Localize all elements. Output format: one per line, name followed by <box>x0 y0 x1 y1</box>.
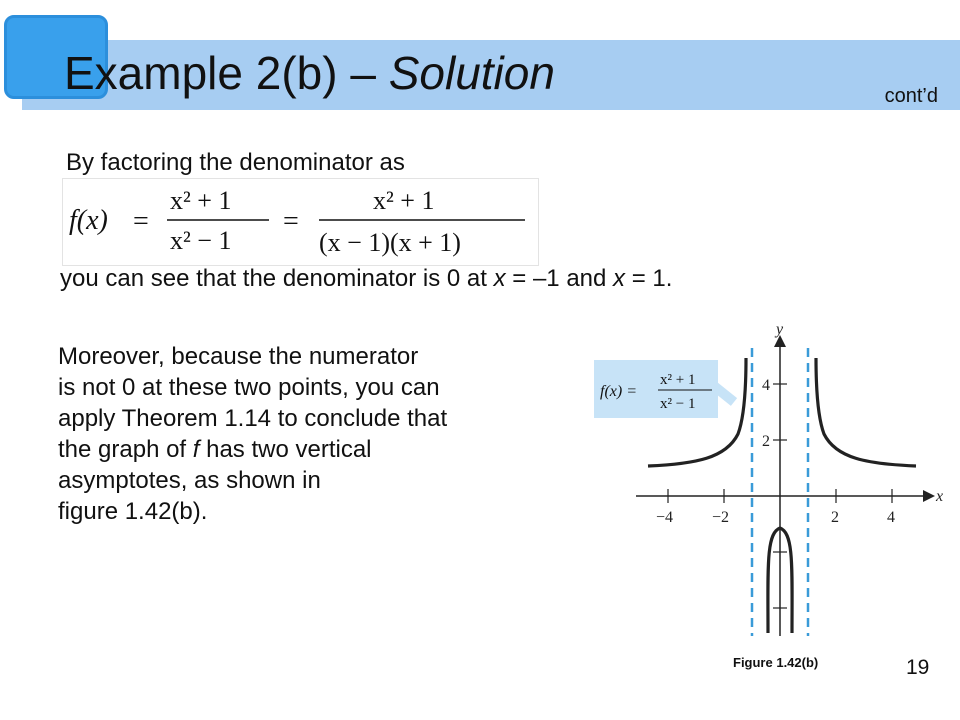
formula-lhs: f(x) <box>69 205 108 236</box>
formula-image <box>62 178 539 266</box>
x-tick-label-neg4: −4 <box>656 509 674 526</box>
para-line-4-var: f <box>192 436 200 463</box>
denominator-text-a: you can see that the denominator is 0 at <box>60 265 494 292</box>
page-number: 19 <box>906 656 930 679</box>
y-tick-label-4: 4 <box>762 377 770 394</box>
title-italic: Solution <box>388 47 555 99</box>
title-main: Example 2(b) – <box>64 47 389 99</box>
formula-eq2: = <box>283 206 299 237</box>
para-line-4 <box>58 435 588 466</box>
denominator-var1: x <box>493 265 506 292</box>
figure-graph <box>586 318 948 638</box>
para-line-2: is not 0 at these two points, you can <box>58 374 440 401</box>
para-line-4-a: the graph of <box>58 436 193 463</box>
para-line-3: apply Theorem 1.14 to conclude that <box>58 405 448 432</box>
factoring-text: By factoring the denominator as <box>66 149 405 176</box>
contd-label: cont’d <box>884 85 938 107</box>
para-line-5: asymptotes, as shown in <box>58 467 321 494</box>
para-line-1: Moreover, because the numerator <box>58 343 419 370</box>
formula-num1: x² + 1 <box>170 186 232 215</box>
function-label-den: x² − 1 <box>660 396 696 412</box>
para-line-6: figure 1.42(b). <box>58 498 208 525</box>
x-axis-label: x <box>936 488 944 505</box>
function-label-num: x² + 1 <box>660 372 696 388</box>
function-label-lhs: f(x) = <box>600 383 637 400</box>
figure-caption: Figure 1.42(b) <box>733 655 819 670</box>
x-tick-label-neg2: −2 <box>712 509 730 526</box>
x-tick-label-4: 4 <box>887 509 895 526</box>
curve-right-branch <box>816 358 916 466</box>
formula-den1: x² − 1 <box>170 226 232 255</box>
moreover-paragraph <box>58 342 588 528</box>
graph-svg <box>586 318 948 638</box>
para-line-4-b: has two vertical <box>199 436 372 463</box>
page-title <box>64 38 555 108</box>
x-tick-label-2: 2 <box>831 509 839 526</box>
denominator-text <box>60 264 672 293</box>
denominator-text-c: = 1. <box>625 265 673 292</box>
denominator-text-b: = –1 and <box>505 265 614 292</box>
formula-eq1: = <box>133 206 149 237</box>
formula-svg <box>63 179 538 265</box>
formula-num2: x² + 1 <box>373 186 435 215</box>
denominator-var2: x <box>613 265 626 292</box>
y-axis-label: y <box>776 321 784 338</box>
formula-den2: (x − 1)(x + 1) <box>319 228 461 257</box>
y-tick-label-2: 2 <box>762 433 770 450</box>
